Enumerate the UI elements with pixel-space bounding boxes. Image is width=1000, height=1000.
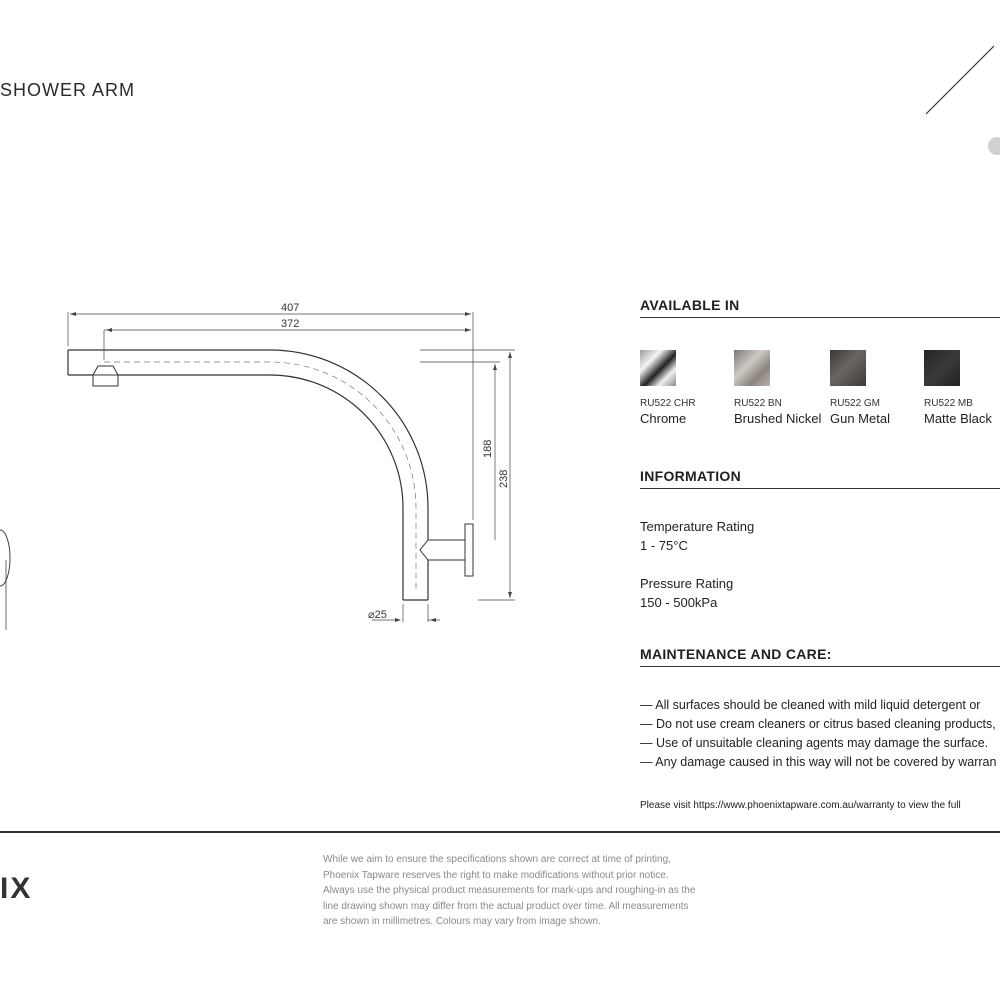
connector-nut <box>93 366 118 386</box>
list-item: — Any damage caused in this way will not be covered by warran <box>640 755 997 769</box>
pressure-rating-value: 150 - 500kPa <box>640 595 718 610</box>
finish-gun-metal <box>830 350 925 426</box>
matte-black-swatch <box>924 350 960 386</box>
product-title: SHOWER ARM <box>0 80 136 100</box>
pressure-rating-label: Pressure Rating <box>640 576 734 591</box>
decorative-diagonal-line <box>920 40 1000 120</box>
list-item: — All surfaces should be cleaned with mild liquid detergent or <box>640 698 981 712</box>
finish-brushed-nickel <box>734 350 829 426</box>
finish-code: RU522 MB <box>924 398 973 409</box>
dim-label-372: 372 <box>281 318 300 330</box>
footer-divider <box>0 831 1000 833</box>
finish-matte-black <box>924 350 1000 426</box>
maintenance-heading: MAINTENANCE AND CARE: <box>640 646 1000 667</box>
finish-code: RU522 BN <box>734 398 782 409</box>
dim-label-238: 238 <box>498 469 510 488</box>
temperature-rating-value: 1 - 75°C <box>640 538 688 553</box>
finish-name: Chrome <box>640 411 687 426</box>
maintenance-list <box>640 696 996 772</box>
disclaimer-line: Phoenix Tapware reserves the right to make modifications without prior notice. <box>323 869 669 881</box>
information-heading: INFORMATION <box>640 468 1000 489</box>
finish-chrome <box>640 350 735 426</box>
finish-name: Matte Black <box>924 411 992 426</box>
finish-code: RU522 CHR <box>640 398 696 409</box>
disclaimer <box>323 852 753 930</box>
warranty-note: Please visit https://www.phoenixtapware.com.au/warranty to view the full <box>640 800 961 811</box>
technical-drawing <box>0 290 560 640</box>
disclaimer-line: Always use the physical product measurements for mark-ups and roughing-in as the <box>323 885 696 896</box>
brushed-nickel-swatch <box>734 350 770 386</box>
shower-arm-outline <box>68 350 428 600</box>
finish-code: RU522 GM <box>830 398 881 409</box>
dim-label-407: 407 <box>281 302 300 314</box>
disclaimer-line: are shown in millimetres. Colours may vary from image shown. <box>323 916 601 927</box>
list-item: — Do not use cream cleaners or citrus based cleaning products, <box>640 717 996 731</box>
available-in-heading: AVAILABLE IN <box>640 297 1000 318</box>
brand-logo: IX <box>0 872 33 905</box>
disclaimer-line: While we aim to ensure the specifications shown are correct at time of printing, <box>323 854 671 865</box>
dim-label-diameter: ⌀25 <box>368 609 387 621</box>
chrome-swatch <box>640 350 676 386</box>
dim-label-188: 188 <box>482 439 494 458</box>
finish-name: Gun Metal <box>830 411 890 426</box>
wall-flange-side-view <box>0 530 10 586</box>
finish-name: Brushed Nickel <box>734 411 822 426</box>
centre-line <box>104 362 416 590</box>
temperature-rating-label: Temperature Rating <box>640 519 755 534</box>
gun-metal-swatch <box>830 350 866 386</box>
decorative-dot <box>988 137 1000 155</box>
dimension-arrows <box>70 312 512 622</box>
disclaimer-line: line drawing shown may differ from the actual product over time. All measurements <box>323 900 689 912</box>
list-item: — Use of unsuitable cleaning agents may damage the surface. <box>640 736 989 750</box>
dimension-lines <box>68 312 515 622</box>
